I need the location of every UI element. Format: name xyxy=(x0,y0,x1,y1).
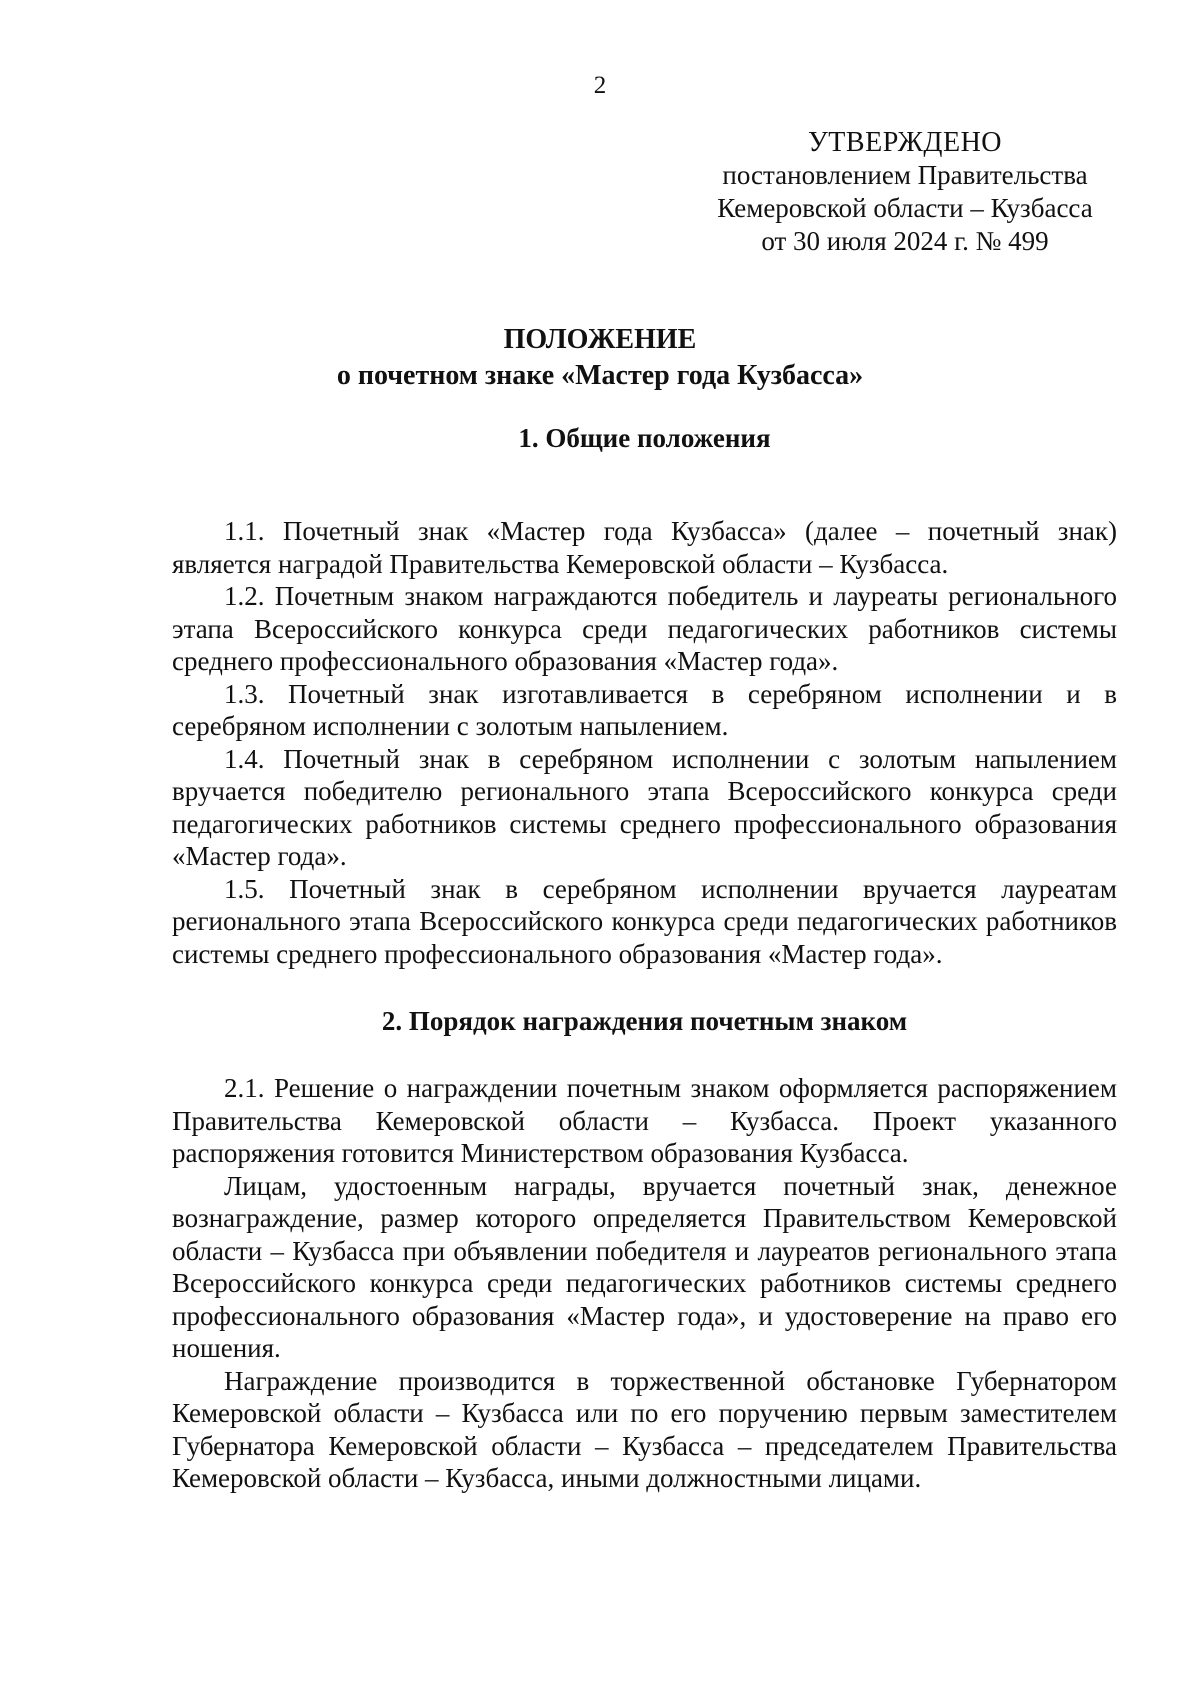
page-number: 2 xyxy=(593,72,607,99)
approval-line-region: Кемеровской области – Кузбасса xyxy=(717,193,1093,223)
document-subtitle: о почетном знаке «Мастер года Кузбасса» xyxy=(336,360,864,391)
section-procedure xyxy=(172,1072,1117,1495)
section-heading-procedure: 2. Порядок награждения почетным знаком xyxy=(381,1006,908,1036)
paragraph-1-3: 1.3. Почетный знак изготавливается в серебряном исполнении и в серебряном исполнении с золотым напылением. xyxy=(172,678,1117,741)
paragraph-1-4: 1.4. Почетный знак в серебряном исполнении с золотым напылением вручается победителю регионального этапа Всероссийского конкурса среди педагогических работников системы среднего профессионального образования «Мастер года». xyxy=(172,743,1117,871)
paragraph-2-1-award: Лицам, удостоенным награды, вручается почетный знак, денежное вознаграждение, размер которого определяется Правительством Кемеровской области – Кузбасса при объявлении победителя и лауреатов регионального этапа Всероссийского конкурса среди педагогических работников системы среднего профессионального образования «Мастер года», и удостоверение на право его ношения. xyxy=(172,1170,1117,1363)
approval-stamp-block xyxy=(700,126,1110,258)
approval-heading: УТВЕРЖДЕНО xyxy=(807,127,1003,158)
approval-line-date-number: от 30 июля 2024 г. № 499 xyxy=(761,226,1049,256)
section-heading-general: 1. Общие положения xyxy=(518,423,771,453)
paragraph-1-5: 1.5. Почетный знак в серебряном исполнении вручается лауреатам регионального этапа Всероссийского конкурса среди педагогических работников системы среднего профессионального образования «Мастер года». xyxy=(172,873,1117,969)
paragraph-2-1-ceremony: Награждение производится в торжественной обстановке Губернатором Кемеровской области – Кузбасса или по его поручению первым заместителем Губернатора Кемеровской области – Кузбасса – председателем Правительства Кемеровской области – Кузбасса, иными должностными лицами. xyxy=(172,1365,1117,1493)
section-general xyxy=(172,515,1117,970)
paragraph-1-2: 1.2. Почетным знаком награждаются победитель и лауреаты регионального этапа Всероссийского конкурса среди педагогических работников системы среднего профессионального образования «Мастер года». xyxy=(172,581,1117,676)
paragraph-1-1: 1.1. Почетный знак «Мастер года Кузбасса» (далее – почетный знак) является наградой Правительства Кемеровской области – Кузбасса. xyxy=(172,516,1117,579)
document-title-block xyxy=(0,322,1200,394)
approval-line-resolution: постановлением Правительства xyxy=(722,160,1088,190)
document-title: ПОЛОЖЕНИЕ xyxy=(503,324,697,355)
paragraph-2-1: 2.1. Решение о награждении почетным знаком оформляется распоряжением Правительства Кемеровской области – Кузбасса. Проект указанного распоряжения готовится Министерством образования Кузбасса. xyxy=(172,1073,1117,1168)
document-body xyxy=(172,423,1117,1495)
